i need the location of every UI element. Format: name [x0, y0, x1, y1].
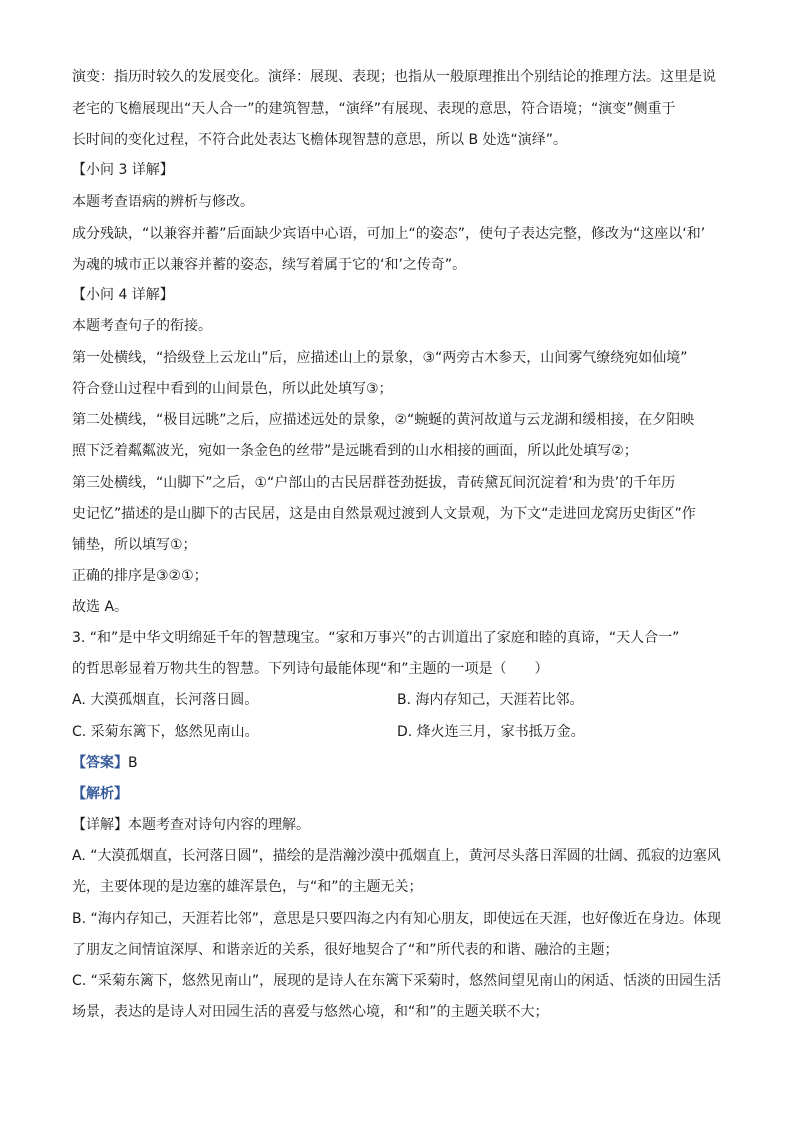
- option-d: D. 烽火连三月，家书抵万金。: [397, 724, 585, 740]
- text-line: 为魂的城市正以兼容并蓄的姿态，续写着属于它的‘和’之传奇”。: [72, 257, 467, 273]
- text-line: 长时间的变化过程，不符合此处表达飞檐体现智慧的意思，所以 B 处选“演绎”。: [72, 132, 568, 148]
- question-stem: 的哲思彰显着万物共生的智慧。下列诗句最能体现“和”主题的一项是（ ）: [72, 661, 549, 677]
- detail-line: 场景，表达的是诗人对田园生活的喜爱与悠然心境，和“和”的主题关联不大；: [72, 1004, 549, 1020]
- detail-line: C. “采菊东篱下，悠然见南山”，展现的是诗人在东篱下采菊时，悠然间望见南山的闲适、恬淡的田园生活: [72, 973, 722, 989]
- answer-label: 【答案】: [72, 755, 128, 771]
- text-line: 史记忆”描述的是山脚下的古民居，这是由自然景观过渡到人文景观，为下文“走进回龙窝历史街区”作: [72, 506, 696, 522]
- detail-line: 了朋友之间情谊深厚、和谐亲近的关系，很好地契合了“和”所代表的和谐、融洽的主题；: [72, 942, 619, 958]
- option-a: A. 大漠孤烟直，长河落日圆。: [72, 692, 259, 708]
- text-line: 演变：指历时较久的发展变化。演绎：展现、表现；也指从一般原理推出个别结论的推理方法。这里是说: [72, 69, 716, 85]
- text-line: 第三处横线，“山脚下”之后，①“户部山的古民居群苍劲挺拔，青砖黛瓦间沉淀着‘和为贵’的千年历: [72, 475, 676, 491]
- answer-value: B: [128, 755, 138, 771]
- detail-line: B. “海内存知己，天涯若比邻”，意思是只要四海之内有知心朋友，即使远在天涯，也好像近在身边。体现: [72, 911, 722, 927]
- detail-line: 【详解】本题考查对诗句内容的理解。: [72, 817, 310, 833]
- option-b: B. 海内存知己，天涯若比邻。: [397, 692, 584, 708]
- text-line: 正确的排序是③②①；: [72, 568, 208, 584]
- detail-line: A. “大漠孤烟直，长河落日圆”，描绘的是浩瀚沙漠中孤烟直上，黄河尽头落日浑圆的壮阔、孤寂的边塞风: [72, 848, 721, 864]
- text-line: 符合登山过程中看到的山间景色，所以此处填写③；: [72, 381, 393, 397]
- text-line: 第一处横线，“拾级登上云龙山”后，应描述山上的景象，③“两旁古木参天，山间雾气缭绕宛如仙境”: [72, 350, 688, 366]
- detail-line: 光，主要体现的是边塞的雄浑景色，与“和”的主题无关；: [72, 879, 423, 895]
- text-line: 成分残缺，“以兼容并蓄”后面缺少宾语中心语，可加上“的姿态”，使句子表达完整，修改为“这座以‘和’: [72, 226, 706, 242]
- text-line: 本题考查句子的衔接。: [72, 318, 212, 334]
- text-line: 故选 A。: [72, 599, 129, 615]
- section-heading: 【小问 3 详解】: [72, 162, 174, 178]
- text-line: 铺垫，所以填写①；: [72, 537, 197, 553]
- text-line: 照下泛着粼粼波光，宛如一条金色的丝带”是远眺看到的山水相接的画面，所以此处填写②；: [72, 443, 638, 459]
- text-line: 老宅的飞檐展现出“天人合一”的建筑智慧，“演绎”有展现、表现的意思，符合语境；“演变”侧重于: [72, 101, 676, 117]
- question-stem: 3. “和”是中华文明绵延千年的智慧瑰宝。“家和万事兴”的古训道出了家庭和睦的真谛，“天人合一”: [72, 630, 680, 646]
- text-line: 本题考查语病的辨析与修改。: [72, 194, 254, 210]
- section-heading: 【小问 4 详解】: [72, 287, 174, 303]
- text-line: 第二处横线，“极目远眺”之后，应描述远处的景象，②“蜿蜒的黄河故道与云龙湖和缓相接，在夕阳映: [72, 412, 695, 428]
- analysis-label: 【解析】: [72, 786, 128, 802]
- option-c: C. 采菊东篱下，悠然见南山。: [72, 724, 259, 740]
- answer-row: [72, 753, 138, 773]
